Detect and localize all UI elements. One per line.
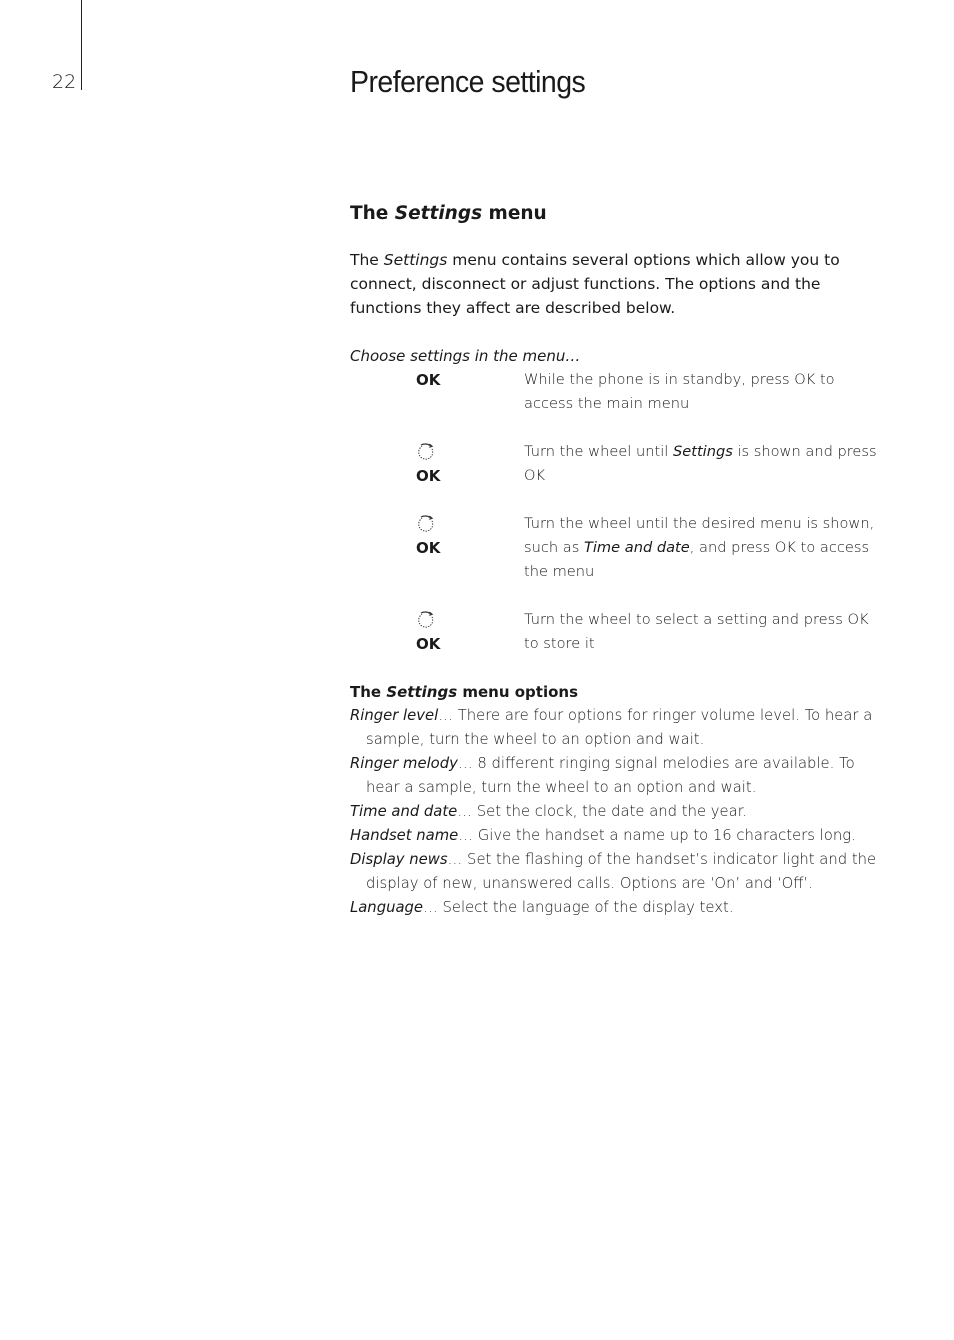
margin-rule	[81, 0, 82, 90]
option-item: Language… Select the language of the display text.	[350, 899, 734, 916]
step-4	[350, 608, 890, 656]
page-title: Preference settings	[350, 64, 586, 99]
wheel-icon	[416, 440, 436, 464]
ok-key-label: OK	[416, 467, 441, 485]
step-description: Turn the wheel until Settings is shown and press OK	[524, 443, 877, 484]
option-item: Handset name… Give the handset a name up to 16 characters long.	[350, 827, 856, 844]
options-heading: The Settings menu options	[350, 683, 578, 701]
ok-key-label: OK	[416, 371, 441, 389]
step-1	[350, 368, 890, 416]
wheel-icon	[416, 608, 436, 632]
step-3	[350, 512, 890, 584]
ok-key-label: OK	[416, 539, 441, 557]
main-content	[350, 200, 890, 920]
option-item: Display news… Set the flashing of the handset’s indicator light and the display of new, unanswered calls. Options are ‘On’ and ‘Off’.	[350, 851, 877, 892]
option-item: Ringer level… There are four options for ringer volume level. To hear a sample, turn the wheel to an option and wait.	[350, 707, 873, 748]
section-heading: The Settings menu	[350, 203, 547, 224]
step-description: Turn the wheel until the desired menu is shown, such as Time and date, and press OK to access the menu	[524, 515, 875, 580]
options-list	[350, 704, 890, 920]
step-description: Turn the wheel to select a setting and press OK to store it	[524, 611, 869, 652]
step-description: While the phone is in standby, press OK to access the main menu	[524, 371, 835, 412]
choose-instruction: Choose settings in the menu…	[350, 347, 581, 365]
section-intro: The Settings menu contains several options which allow you to connect, disconnect or adjust functions. The options and the functions they affect are described below.	[350, 251, 840, 317]
option-item: Time and date… Set the clock, the date and the year.	[350, 803, 748, 820]
wheel-icon	[416, 512, 436, 536]
steps-list	[350, 368, 890, 656]
option-item: Ringer melody… 8 different ringing signal melodies are available. To hear a sample, turn the wheel to an option and wait.	[350, 755, 855, 796]
step-2	[350, 440, 890, 488]
ok-key-label: OK	[416, 635, 441, 653]
page-number: 22	[52, 71, 77, 93]
